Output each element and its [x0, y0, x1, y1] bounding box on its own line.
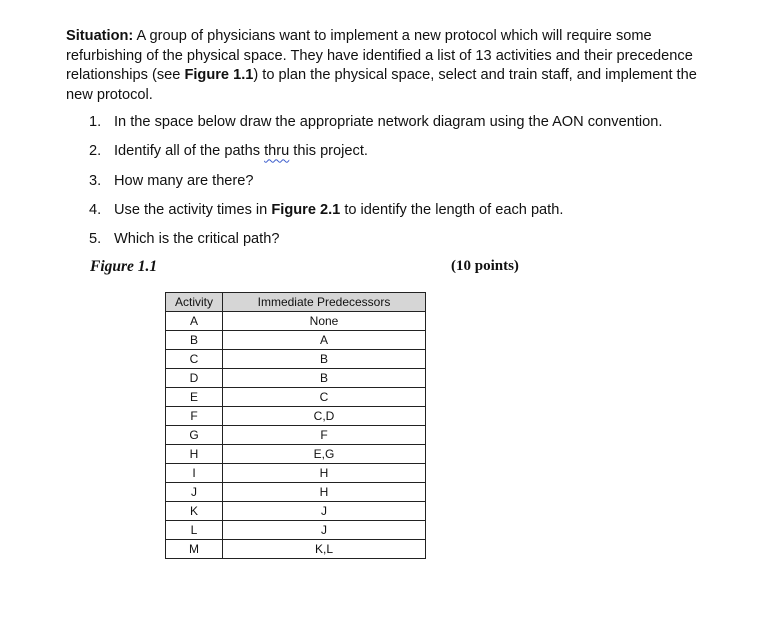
question-text [114, 201, 563, 221]
predecessor-cell: C,D [223, 407, 426, 426]
predecessor-cell: B [223, 350, 426, 369]
predecessor-cell: A [223, 331, 426, 350]
activity-cell: L [166, 521, 223, 540]
question-item-1 [89, 113, 729, 142]
activity-cell: D [166, 369, 223, 388]
table-row [166, 388, 426, 407]
predecessor-cell: C [223, 388, 426, 407]
question-item-3 [89, 172, 729, 201]
table-row [166, 369, 426, 388]
question-text-before: Identify all of the paths [114, 143, 265, 160]
table-row [166, 502, 426, 521]
situation-figure-ref: Figure 1.1 [184, 67, 254, 83]
question-item-4 [89, 201, 729, 230]
activity-cell: J [166, 483, 223, 502]
table-row [166, 521, 426, 540]
activity-cell: I [166, 464, 223, 483]
predecessor-cell: K,L [223, 540, 426, 559]
question-list [89, 113, 729, 259]
question-item-2 [89, 142, 729, 171]
precedence-table [165, 292, 426, 559]
table-row [166, 350, 426, 369]
predecessor-cell: None [223, 312, 426, 331]
table-row [166, 407, 426, 426]
activity-cell: E [166, 388, 223, 407]
predecessor-cell: F [223, 426, 426, 445]
activity-cell: M [166, 540, 223, 559]
question-number: 4. [89, 201, 102, 218]
question-text [114, 142, 368, 162]
question-text: Which is the critical path? [114, 231, 280, 248]
activity-cell: F [166, 407, 223, 426]
situation-text-part-1: A group of physicians want to implement a new protocol which will require some refurbishing of the physical space. They have identified a list of 13 activities and their precedence relationships (see [66, 28, 693, 83]
table-row [166, 540, 426, 559]
predecessor-cell: B [223, 369, 426, 388]
question-text: How many are there? [114, 172, 254, 189]
figure-reference: Figure 2.1 [271, 201, 341, 218]
situation-paragraph [66, 27, 706, 105]
question-number: 3. [89, 172, 102, 189]
predecessor-cell: E,G [223, 445, 426, 464]
table-header-row [166, 293, 426, 312]
predecessor-cell: H [223, 464, 426, 483]
activity-cell: K [166, 502, 223, 521]
question-text-after: this project. [289, 143, 368, 160]
question-number: 2. [89, 143, 102, 160]
predecessor-cell: J [223, 502, 426, 521]
table-row [166, 464, 426, 483]
question-text: In the space below draw the appropriate network diagram using the AON convention. [114, 114, 663, 130]
table-row [166, 331, 426, 350]
question-text-before: Use the activity times in [114, 201, 272, 218]
points-label: (10 points) [451, 258, 519, 274]
spellcheck-flagged-word: thru [264, 143, 290, 160]
table-row [166, 426, 426, 445]
question-text-after: to identify the length of each path. [340, 201, 564, 218]
table-row [166, 445, 426, 464]
question-item-5 [89, 230, 729, 259]
activity-column-header: Activity [166, 293, 223, 312]
question-number: 1. [89, 114, 102, 130]
activity-cell: H [166, 445, 223, 464]
predecessor-cell: J [223, 521, 426, 540]
activity-cell: C [166, 350, 223, 369]
figure-caption: Figure 1.1 [90, 258, 158, 275]
predecessors-column-header: Immediate Predecessors [223, 293, 426, 312]
predecessor-cell: H [223, 483, 426, 502]
activity-cell: B [166, 331, 223, 350]
table-row [166, 312, 426, 331]
table-body [166, 312, 426, 559]
table-row [166, 483, 426, 502]
question-number: 5. [89, 231, 102, 248]
situation-text-part-2: ) to plan the physical space, select and train staff, and implement the new protocol. [66, 67, 697, 103]
activity-cell: G [166, 426, 223, 445]
activity-cell: A [166, 312, 223, 331]
situation-label: Situation: [66, 28, 134, 44]
